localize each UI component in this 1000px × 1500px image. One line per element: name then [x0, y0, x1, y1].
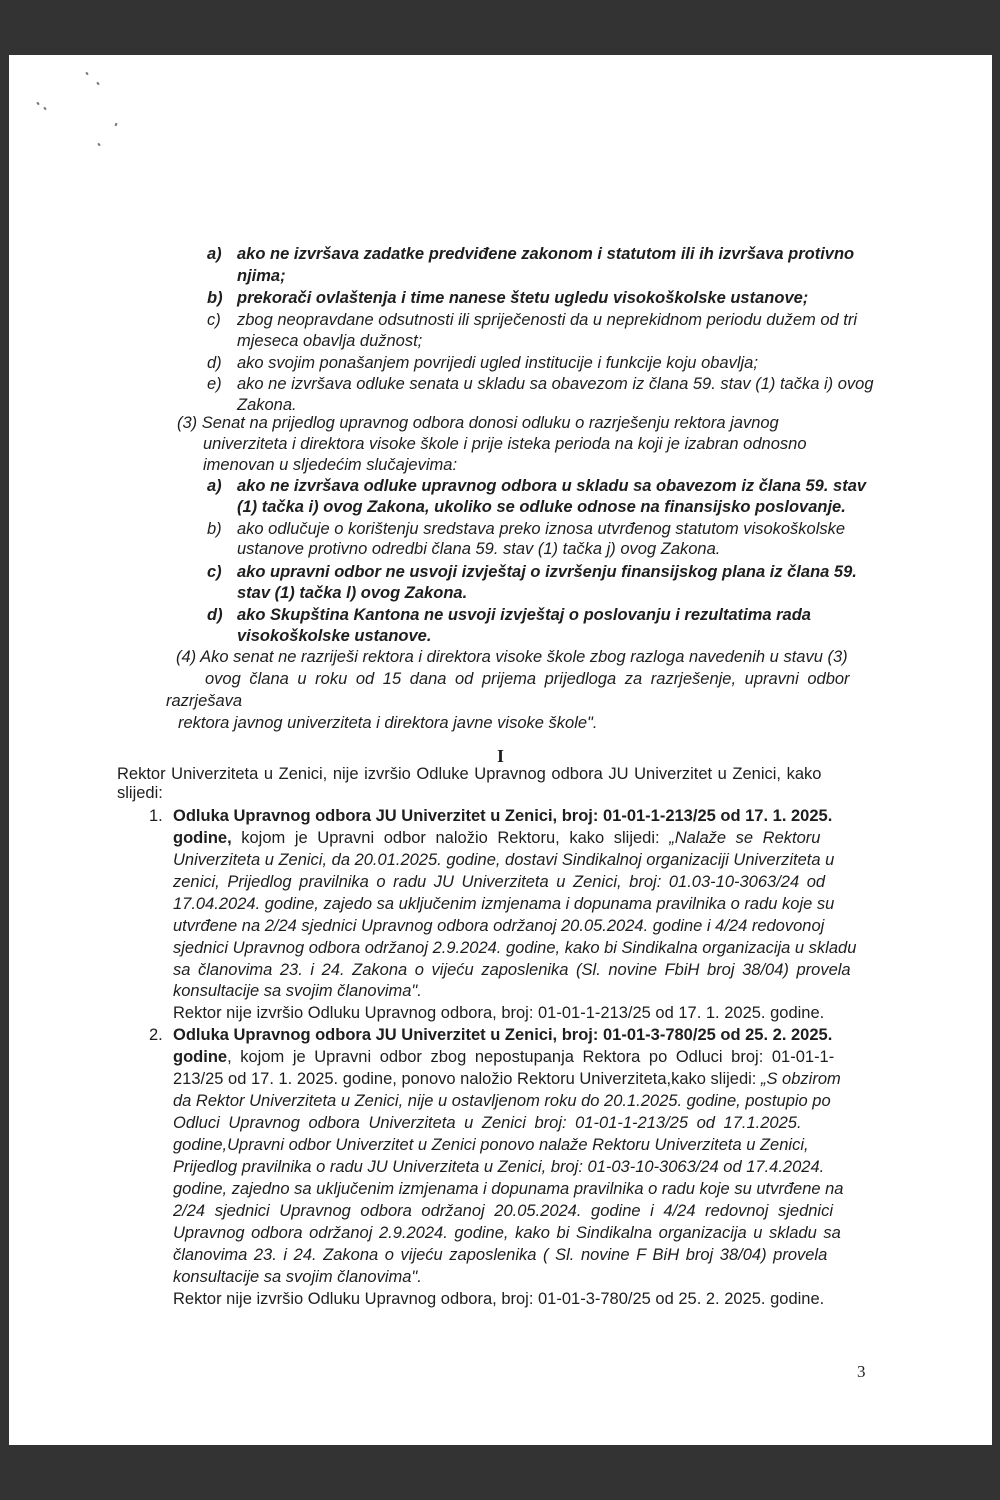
quote-line: 17.04.2024. godine, zajedo sa uključenim izmjenama i dopunama pravilnika o radu koje su [173, 895, 835, 913]
paragraph-line: univerziteta i direktora visoke škole i prije isteka perioda na koji je izabran odnosno [203, 435, 807, 453]
quote-line: konsultacije sa svojim članovima". [173, 1268, 422, 1286]
quote-line: sjednici Upravnog odbora održanoj 2.9.2024. godine, kako bi Sindikalna organizacija u skladu [173, 939, 857, 957]
quote-line: godine,Upravni odbor Univerzitet u Zenici ponovo nalaže Rektoru Univerziteta u Zenici, [173, 1136, 809, 1154]
list-item-text: Zakona. [237, 396, 297, 414]
list-item-text: njima; [237, 267, 286, 285]
decision-godine: godine [173, 1048, 228, 1066]
list-item-text: ako ne izvršava zadatke predviđene zakonom i statutom ili ih izvršava protivno [237, 245, 855, 263]
list-item-text: ako ne izvršava odluke senata u skladu sa obavezom iz člana 59. stav (1) tačka i) ovog [237, 375, 874, 393]
quote-line: utvrđene na 2/24 sjednici Upravnog odbora održanoj 20.05.2024. godine i 4/24 redovonoj [173, 917, 825, 935]
list-number: 1. [149, 807, 163, 825]
scan-speck [43, 107, 46, 111]
list-item-text: (1) tačka i) ovog Zakona, ukoliko se odluke odnose na finansijsko poslovanje. [237, 498, 846, 516]
scan-speck [36, 102, 39, 106]
section-heading: I [496, 746, 504, 766]
list-item-text: ako odlučuje o korištenju sredstava preko iznosa utvrđenog statutom visokoškolske [237, 520, 846, 538]
quote-line: 2/24 sjednici Upravnog odbora održanoj 20.05.2024. godine i 4/24 redovnoj sjednici [173, 1202, 834, 1220]
paragraph-line: (3) Senat na prijedlog upravnog odbora donosi odluku o razrješenju rektora javnog [177, 414, 779, 432]
decision-quote-start: „Nalaže se Rektoru [669, 829, 821, 847]
list-item-text: ako Skupština Kantona ne usvoji izvještaj o poslovanju i rezultatima rada [237, 606, 811, 624]
quote-line: sa članovima 23. i 24. Zakona o vijeću zaposlenika (Sl. novine FbiH broj 38/04) provela [173, 961, 851, 979]
list-marker: e) [207, 375, 222, 393]
list-item-text: ako upravni odbor ne usvoji izvještaj o izvršenju finansijskog plana iz člana 59. [237, 563, 857, 581]
quote-line: da Rektor Univerziteta u Zenici, nije u ostavljenom roku do 20.1.2025. godine, postupio po [173, 1092, 831, 1110]
list-item-text: stav (1) tačka l) ovog Zakona. [237, 584, 468, 602]
decision-line [173, 828, 820, 848]
scan-speck [85, 72, 88, 76]
decision-text: 213/25 od 17. 1. 2025. godine, ponovo naložio Rektoru Univerziteta,kako slijedi: [173, 1070, 761, 1088]
list-marker: a) [207, 477, 222, 495]
list-item-text: mjeseca obavlja dužnost; [237, 332, 423, 350]
decision-title: Odluka Upravnog odbora JU Univerzitet u Zenici, broj: 01-01-3-780/25 od 25. 2. 2025. [173, 1026, 833, 1044]
paragraph-line: imenovan u sljedećim slučajevima: [203, 456, 458, 474]
quote-line: godine, zajedno sa uključenim izmjenama i dopunama pravilnika o radu koje su utvrđene na [173, 1180, 844, 1198]
decision-title: Odluka Upravnog odbora JU Univerzitet u Zenici, broj: 01-01-1-213/25 od 17. 1. 2025. [173, 807, 833, 825]
scan-speck [97, 143, 100, 147]
decision-text: , kojom je Upravni odbor zbog nepostupanja Rektora po Odluci broj: 01-01-1- [227, 1048, 835, 1066]
decision-quote-start: „S obzirom [760, 1070, 841, 1088]
decision-text: kojom je Upravni odbor naložio Rektoru, kako slijedi: [231, 829, 670, 847]
list-marker: a) [207, 245, 222, 263]
list-item-text: visokoškolske ustanove. [237, 627, 432, 645]
decision-line [173, 1069, 841, 1089]
scan-speck [115, 123, 118, 127]
decision-conclusion: Rektor nije izvršio Odluku Upravnog odbora, broj: 01-01-1-213/25 od 17. 1. 2025. godine. [173, 1004, 825, 1022]
list-marker: d) [207, 354, 222, 372]
quote-line: konsultacije sa svojim članovima". [173, 982, 422, 1000]
paragraph-line: Rektor Univerziteta u Zenici, nije izvršio Odluke Upravnog odbora JU Univerzitet u Zenici, kako [117, 765, 822, 783]
list-marker: b) [207, 520, 222, 538]
decision-conclusion: Rektor nije izvršio Odluku Upravnog odbora, broj: 01-01-3-780/25 od 25. 2. 2025. godine. [173, 1290, 825, 1308]
document-page [9, 55, 992, 1445]
list-item-text: ustanove protivno odredbi člana 59. stav (1) tačka j) ovog Zakona. [237, 540, 721, 558]
scan-speck [96, 82, 99, 86]
list-marker: c) [207, 563, 222, 581]
list-item-text: zbog neopravdane odsutnosti ili spriječenosti da u neprekidnom periodu dužem od tri [237, 311, 858, 329]
list-marker: b) [207, 289, 223, 307]
list-item-text: prekorači ovlaštenja i time nanese štetu ugledu visokoškolske ustanove; [237, 289, 809, 307]
list-marker: d) [207, 606, 223, 624]
decision-line [173, 1047, 834, 1067]
quote-line: Prijedlog pravilnika o radu JU Univerziteta u Zenici, broj: 01-03-10-3063/24 od 17.4.2024. [173, 1158, 825, 1176]
paragraph-line: (4) Ako senat ne razriješi rektora i direktora visoke škole zbog razloga navedenih u stavu (3) [176, 648, 848, 666]
quote-line: Upravnog odbora održanoj 2.9.2024. godine, kako bi Sindikalna organizacija u skladu sa [173, 1224, 841, 1242]
paragraph-line: rektora javnog univerziteta i direktora javne visoke škole". [178, 714, 598, 732]
paragraph-line: ovog člana u roku od 15 dana od prijema prijedloga za razrješenje, upravni odbor [205, 670, 850, 688]
quote-line: Univerziteta u Zenici, da 20.01.2025. godine, dostavi Sindikalnoj organizaciji Univerziteta u [173, 851, 835, 869]
list-number: 2. [149, 1026, 163, 1044]
decision-godine: godine, [173, 829, 232, 847]
quote-line: Odluci Upravnog odbora Univerziteta u Zenici broj: 01-01-1-213/25 od 17.1.2025. [173, 1114, 802, 1132]
list-marker: c) [207, 311, 221, 329]
paragraph-line: slijedi: [117, 784, 163, 802]
page-number: 3 [857, 1362, 866, 1381]
paragraph-line: razrješava [166, 692, 243, 710]
list-item-text: ako svojim ponašanjem povrijedi ugled institucije i funkcije koju obavlja; [237, 354, 758, 372]
list-item-text: ako ne izvršava odluke upravnog odbora u skladu sa obavezom iz člana 59. stav [237, 477, 867, 495]
quote-line: članovima 23. i 24. Zakona o vijeću zaposlenika ( Sl. novine F BiH broj 38/04) provela [173, 1246, 828, 1264]
quote-line: zenici, Prijedlog pravilnika o radu JU Univerziteta u Zenici, broj: 01.03-10-3063/24 od [173, 873, 826, 891]
